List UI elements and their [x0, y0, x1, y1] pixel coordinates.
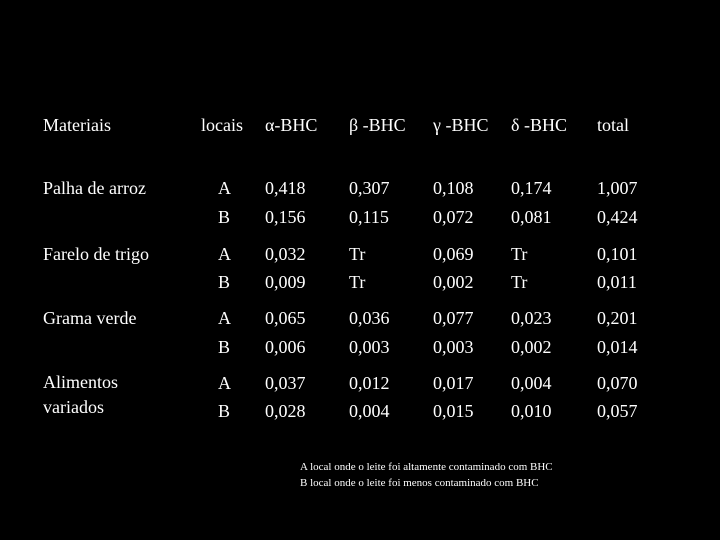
local-b: B	[218, 337, 231, 357]
value-beta: 0,115	[349, 207, 389, 227]
value-gamma: 0,072	[433, 207, 474, 227]
value-delta: Tr	[511, 244, 528, 264]
local-a: A	[218, 244, 231, 264]
value-alpha: 0,065	[265, 308, 306, 328]
value-gamma: 0,003	[433, 337, 474, 357]
value-alpha: 0,032	[265, 244, 306, 264]
value-beta: 0,012	[349, 373, 390, 393]
value-gamma: 0,108	[433, 178, 474, 198]
header-delta-bhc: δ -BHC	[511, 115, 567, 135]
value-total: 0,424	[597, 207, 638, 227]
value-total: 0,057	[597, 401, 638, 421]
local-a: A	[218, 373, 231, 393]
value-alpha: 0,006	[265, 337, 306, 357]
value-total: 1,007	[597, 178, 638, 198]
value-delta: 0,010	[511, 401, 552, 421]
local-b: B	[218, 272, 231, 292]
header-gamma-bhc: γ -BHC	[433, 115, 489, 135]
local-b: B	[218, 401, 231, 421]
value-gamma: 0,002	[433, 272, 474, 292]
value-alpha: 0,037	[265, 373, 306, 393]
material-label: Palha de arroz	[43, 178, 146, 198]
value-gamma: 0,017	[433, 373, 474, 393]
local-a: A	[218, 308, 231, 328]
value-delta: 0,004	[511, 373, 552, 393]
value-alpha: 0,418	[265, 178, 306, 198]
value-delta: 0,081	[511, 207, 552, 227]
footnote-line-b: B local onde o leite foi menos contaminado com BHC	[300, 477, 539, 489]
local-a: A	[218, 178, 231, 198]
material-label: Alimentos variados	[43, 372, 118, 417]
value-gamma: 0,077	[433, 308, 474, 328]
header-alpha-bhc: α-BHC	[265, 115, 318, 135]
value-beta: Tr	[349, 244, 366, 264]
header-total: total	[597, 115, 629, 135]
material-label: Grama verde	[43, 308, 137, 328]
value-alpha: 0,028	[265, 401, 306, 421]
value-gamma: 0,069	[433, 244, 474, 264]
value-delta: 0,023	[511, 308, 552, 328]
value-beta: 0,004	[349, 401, 390, 421]
value-total: 0,014	[597, 337, 638, 357]
value-gamma: 0,015	[433, 401, 474, 421]
material-label: Farelo de trigo	[43, 244, 149, 264]
value-total: 0,101	[597, 244, 638, 264]
value-beta: 0,307	[349, 178, 390, 198]
local-b: B	[218, 207, 231, 227]
footnote	[300, 459, 553, 491]
header-locais: locais	[201, 115, 243, 135]
value-alpha: 0,156	[265, 207, 306, 227]
header-materiais: Materiais	[43, 115, 111, 135]
value-beta: 0,003	[349, 337, 390, 357]
value-delta: 0,002	[511, 337, 552, 357]
header-beta-bhc: β -BHC	[349, 115, 406, 135]
value-delta: 0,174	[511, 178, 552, 198]
value-total: 0,011	[597, 272, 637, 292]
value-beta: Tr	[349, 272, 366, 292]
value-beta: 0,036	[349, 308, 390, 328]
value-delta: Tr	[511, 272, 528, 292]
footnote-line-a: A local onde o leite foi altamente contaminado com BHC	[300, 461, 553, 473]
value-alpha: 0,009	[265, 272, 306, 292]
value-total: 0,070	[597, 373, 638, 393]
value-total: 0,201	[597, 308, 638, 328]
